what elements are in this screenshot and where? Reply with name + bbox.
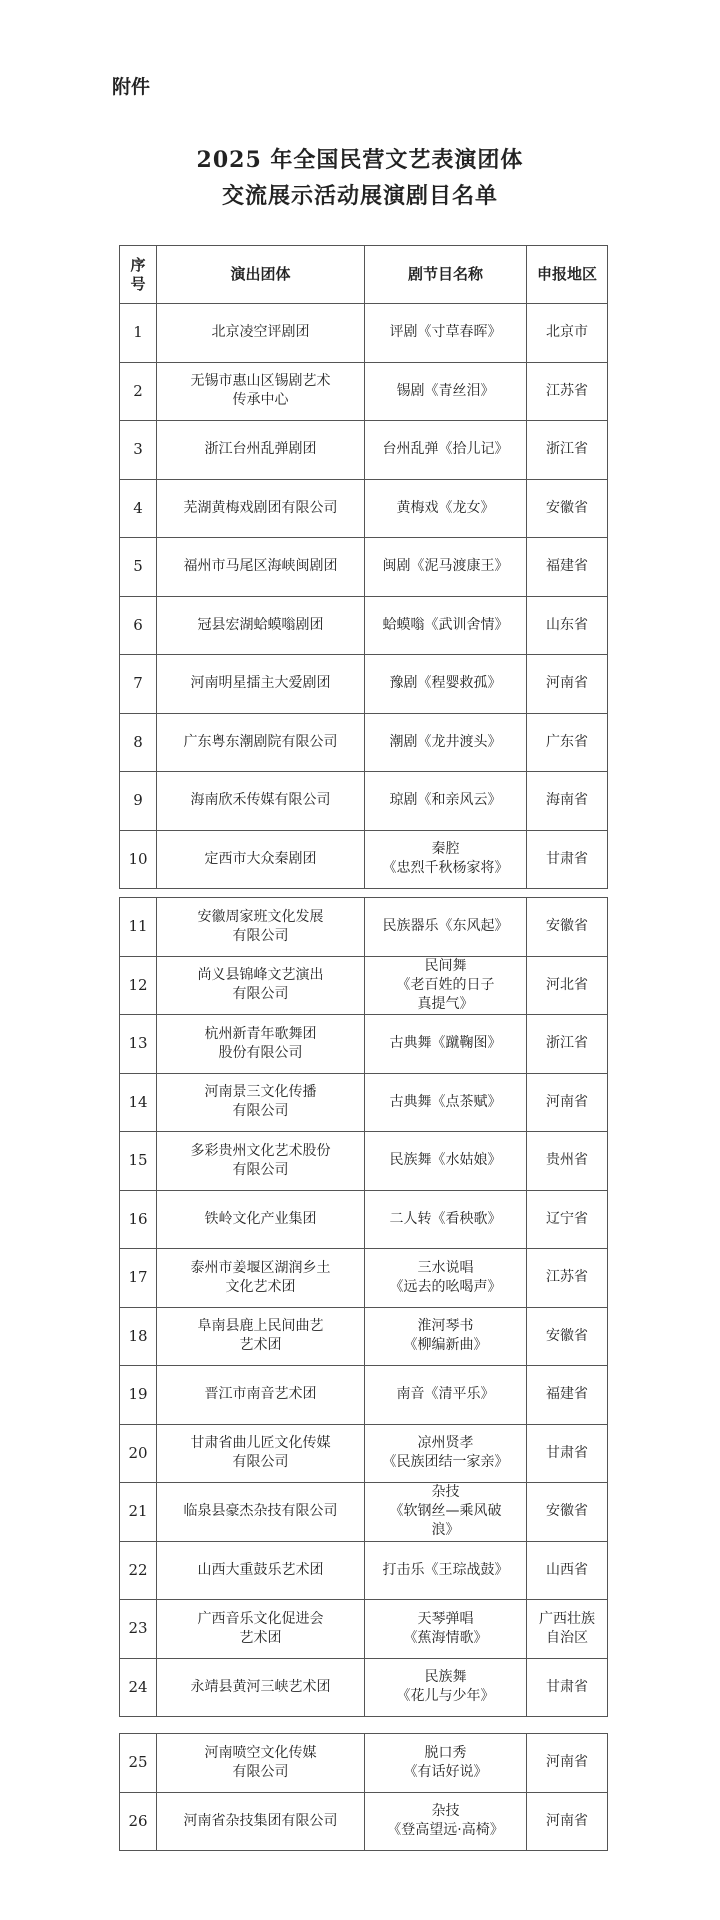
row-region: 山西省: [527, 1541, 608, 1600]
row-troupe: 阜南县鹿上民间曲艺 艺术团: [157, 1307, 365, 1366]
row-troupe: 河南景三文化传播 有限公司: [157, 1073, 365, 1132]
table-row: [120, 1734, 608, 1793]
row-index: 24: [120, 1658, 157, 1717]
row-troupe: 无锡市惠山区锡剧艺术 传承中心: [157, 362, 365, 421]
row-program: 闽剧《泥马渡康王》: [365, 538, 527, 597]
program-table-part-1: [119, 245, 608, 889]
program-table-part-3: [119, 1733, 608, 1851]
row-index: 1: [120, 304, 157, 363]
row-troupe: 福州市马尾区海峡闽剧团: [157, 538, 365, 597]
table-row: [120, 304, 608, 363]
row-troupe: 海南欣禾传媒有限公司: [157, 772, 365, 831]
row-index: 14: [120, 1073, 157, 1132]
row-troupe: 铁岭文化产业集团: [157, 1190, 365, 1249]
row-program: 潮剧《龙井渡头》: [365, 713, 527, 772]
header-index: 序 号: [120, 246, 157, 304]
table-row: [120, 479, 608, 538]
row-troupe: 多彩贵州文化艺术股份 有限公司: [157, 1132, 365, 1191]
row-region: 安徽省: [527, 1307, 608, 1366]
table-row: [120, 1073, 608, 1132]
table-row: [120, 1600, 608, 1659]
table-row: [120, 898, 608, 957]
table-row: [120, 1541, 608, 1600]
row-troupe: 河南喷空文化传媒 有限公司: [157, 1734, 365, 1793]
row-program: 豫剧《程婴救孤》: [365, 655, 527, 714]
row-program: 台州乱弹《拾儿记》: [365, 421, 527, 480]
row-program: 凉州贤孝 《民族团结一家亲》: [365, 1424, 527, 1483]
row-index: 11: [120, 898, 157, 957]
row-troupe: 河南省杂技集团有限公司: [157, 1792, 365, 1851]
table-row: [120, 1658, 608, 1717]
row-index: 13: [120, 1015, 157, 1074]
row-index: 15: [120, 1132, 157, 1191]
row-region: 辽宁省: [527, 1190, 608, 1249]
row-index: 22: [120, 1541, 157, 1600]
row-troupe: 广东粤东潮剧院有限公司: [157, 713, 365, 772]
row-region: 贵州省: [527, 1132, 608, 1191]
row-program: 古典舞《蹴鞠图》: [365, 1015, 527, 1074]
row-program: 蛤蟆嗡《武训舍情》: [365, 596, 527, 655]
row-troupe: 安徽周家班文化发展 有限公司: [157, 898, 365, 957]
table-row: [120, 362, 608, 421]
row-region: 河南省: [527, 1073, 608, 1132]
row-region: 河北省: [527, 956, 608, 1015]
row-index: 21: [120, 1483, 157, 1542]
header-troupe: 演出团体: [157, 246, 365, 304]
table-row: [120, 1424, 608, 1483]
row-troupe: 山西大重鼓乐艺术团: [157, 1541, 365, 1600]
table-row: [120, 1792, 608, 1851]
row-region: 安徽省: [527, 898, 608, 957]
row-troupe: 临泉县豪杰杂技有限公司: [157, 1483, 365, 1542]
row-program: 打击乐《王琮战鼓》: [365, 1541, 527, 1600]
table-body-part-2: [120, 898, 608, 1717]
row-program: 三水说唱 《远去的吆喝声》: [365, 1249, 527, 1308]
row-index: 12: [120, 956, 157, 1015]
row-region: 安徽省: [527, 1483, 608, 1542]
row-region: 海南省: [527, 772, 608, 831]
row-region: 河南省: [527, 655, 608, 714]
row-index: 10: [120, 830, 157, 889]
row-index: 6: [120, 596, 157, 655]
row-program: 二人转《看秧歌》: [365, 1190, 527, 1249]
row-program: 淮河琴书 《柳编新曲》: [365, 1307, 527, 1366]
row-program: 琼剧《和亲风云》: [365, 772, 527, 831]
row-program: 南音《清平乐》: [365, 1366, 527, 1425]
row-index: 9: [120, 772, 157, 831]
table-row: [120, 1015, 608, 1074]
row-troupe: 甘肃省曲儿匠文化传媒 有限公司: [157, 1424, 365, 1483]
row-index: 26: [120, 1792, 157, 1851]
row-region: 河南省: [527, 1734, 608, 1793]
row-troupe: 河南明星擂主大爱剧团: [157, 655, 365, 714]
row-index: 18: [120, 1307, 157, 1366]
row-index: 4: [120, 479, 157, 538]
row-index: 5: [120, 538, 157, 597]
row-region: 广西壮族 自治区: [527, 1600, 608, 1659]
row-region: 山东省: [527, 596, 608, 655]
table-row: [120, 1132, 608, 1191]
row-troupe: 永靖县黄河三峡艺术团: [157, 1658, 365, 1717]
row-region: 甘肃省: [527, 1424, 608, 1483]
table-row: [120, 1307, 608, 1366]
table-row: [120, 655, 608, 714]
table-body-part-3: [120, 1734, 608, 1851]
row-index: 23: [120, 1600, 157, 1659]
row-region: 浙江省: [527, 1015, 608, 1074]
row-region: 安徽省: [527, 479, 608, 538]
row-region: 福建省: [527, 1366, 608, 1425]
row-troupe: 晋江市南音艺术团: [157, 1366, 365, 1425]
row-index: 2: [120, 362, 157, 421]
row-program: 民间舞 《老百姓的日子 真提气》: [365, 956, 527, 1015]
row-index: 19: [120, 1366, 157, 1425]
table-row: [120, 1190, 608, 1249]
row-region: 福建省: [527, 538, 608, 597]
row-region: 江苏省: [527, 362, 608, 421]
row-troupe: 北京凌空评剧团: [157, 304, 365, 363]
row-program: 秦腔 《忠烈千秋杨家将》: [365, 830, 527, 889]
row-program: 民族器乐《东风起》: [365, 898, 527, 957]
row-program: 锡剧《青丝泪》: [365, 362, 527, 421]
attachment-label: 附件: [112, 76, 151, 98]
row-program: 杂技 《登高望远·高椅》: [365, 1792, 527, 1851]
row-index: 17: [120, 1249, 157, 1308]
document-title: [0, 142, 720, 214]
table-row: [120, 1249, 608, 1308]
row-troupe: 冠县宏湖蛤蟆嗡剧团: [157, 596, 365, 655]
row-index: 3: [120, 421, 157, 480]
row-troupe: 芜湖黄梅戏剧团有限公司: [157, 479, 365, 538]
row-index: 8: [120, 713, 157, 772]
row-program: 脱口秀 《有话好说》: [365, 1734, 527, 1793]
row-region: 北京市: [527, 304, 608, 363]
row-program: 天琴弹唱 《蕉海情歌》: [365, 1600, 527, 1659]
row-program: 评剧《寸草春晖》: [365, 304, 527, 363]
header-region: 申报地区: [527, 246, 608, 304]
row-program: 杂技 《软钢丝—乘风破 浪》: [365, 1483, 527, 1542]
table-row: [120, 956, 608, 1015]
row-troupe: 定西市大众秦剧团: [157, 830, 365, 889]
row-troupe: 浙江台州乱弹剧团: [157, 421, 365, 480]
title-line-1: 2025 年全国民营文艺表演团体: [196, 147, 524, 173]
row-region: 甘肃省: [527, 1658, 608, 1717]
table-body-part-1: [120, 304, 608, 889]
row-troupe: 泰州市姜堰区湖润乡土 文化艺术团: [157, 1249, 365, 1308]
table-row: [120, 830, 608, 889]
row-program: 黄梅戏《龙女》: [365, 479, 527, 538]
table-row: [120, 538, 608, 597]
table-row: [120, 772, 608, 831]
row-index: 20: [120, 1424, 157, 1483]
row-region: 江苏省: [527, 1249, 608, 1308]
table-row: [120, 713, 608, 772]
table-row: [120, 596, 608, 655]
row-region: 甘肃省: [527, 830, 608, 889]
row-index: 7: [120, 655, 157, 714]
row-index: 16: [120, 1190, 157, 1249]
table-header-row: [120, 246, 608, 304]
table-row: [120, 1483, 608, 1542]
row-region: 广东省: [527, 713, 608, 772]
table-row: [120, 1366, 608, 1425]
row-program: 民族舞《水姑娘》: [365, 1132, 527, 1191]
row-troupe: 广西音乐文化促进会 艺术团: [157, 1600, 365, 1659]
row-program: 古典舞《点茶赋》: [365, 1073, 527, 1132]
title-line-2: 交流展示活动展演剧目名单: [221, 183, 498, 209]
header-program: 剧节目名称: [365, 246, 527, 304]
row-region: 河南省: [527, 1792, 608, 1851]
row-region: 浙江省: [527, 421, 608, 480]
row-program: 民族舞 《花儿与少年》: [365, 1658, 527, 1717]
table-row: [120, 421, 608, 480]
row-troupe: 杭州新青年歌舞团 股份有限公司: [157, 1015, 365, 1074]
program-table-part-2: [119, 897, 608, 1717]
row-index: 25: [120, 1734, 157, 1793]
row-troupe: 尚义县锦峰文艺演出 有限公司: [157, 956, 365, 1015]
